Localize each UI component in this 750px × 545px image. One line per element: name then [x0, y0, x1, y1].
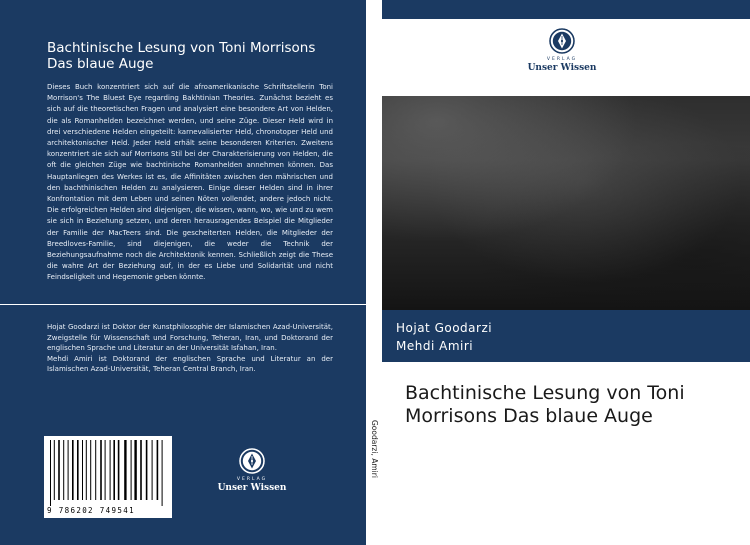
barcode-bars — [48, 440, 168, 506]
barcode-bar — [72, 440, 74, 500]
front-cover — [382, 0, 750, 545]
back-cover — [0, 0, 366, 545]
front-publisher-name: Unser Wissen — [527, 63, 597, 73]
barcode-bar — [58, 440, 60, 500]
barcode-bar — [118, 440, 120, 500]
barcode-bar — [152, 440, 153, 500]
barcode-bar — [113, 440, 115, 500]
barcode-bar — [162, 440, 163, 506]
barcode-bar — [63, 440, 64, 500]
front-publisher-logo — [514, 28, 610, 84]
barcode-bar — [54, 440, 55, 500]
back-title-line-1: Bachtinische Lesung von Toni Morrisons — [47, 40, 316, 56]
fountain-pen-nib-icon — [549, 28, 575, 54]
author-bio-amiri: Mehdi Amiri ist Doktorand der englischen Sprache und Literatur an der Islamischen Azad-Universität, Teheran Central Branch, Iran. — [47, 354, 333, 374]
back-cover-title — [47, 40, 347, 72]
barcode-bar — [157, 440, 159, 500]
barcode-bar — [50, 440, 51, 506]
back-cover-divider — [0, 304, 366, 305]
book-description-text: Dieses Buch konzentriert sich auf die afroamerikanische Schriftstellerin Toni Morrison's The Bluest Eye regarding Bakhtinian Theories. Zunächst bezieht es sich auf die theoretischen Fragen und analysiert eine besondere Art von Helden, die als Romanhelden bezeichnet werden, und seine Züge. Dieser Held wird in drei verschiedene Helden eingeteilt: karnevalisierter Held, chronotoper Held und architektonischer Held. Jeder Held erhält seine besonderen Kriterien. Zweitens konzentriert sie sich auf Morrisons Stil bei der Charakterisierung von Helden, die oft die gleichen Züge wie bachtinische Romanhelden annehmen können. Das Hauptanliegen des Werkes ist es, die Affinitäten zwischen den mährischen und den bachthinischen Helden zu analysieren. Einige dieser Helden sind in ihrer Konfrontation mit dem Leben und seinen Nöten vollendet, andere jedoch nicht. Die erfolgreichen Helden sind diejenigen, die wissen, wann, wo, wie und zu wem sie sich in Beziehung setzen, und deren herausragendes Beispiel die Mitglieder der Familie der MacTeers sind. Die gescheiterten Helden, die Mitglieder der Breedloves-Familie, sind diejenigen, die weder die Technik der Beziehungsaufnahme noch die Architektonik kennen. Schließlich zeigt die These die wahre Art der Beziehung auf, in der es Liebe und Solidarität und nicht Feindseligkeit und Hegemonie geben könnte. — [47, 83, 333, 282]
back-publisher-label: VERLAG — [236, 477, 268, 482]
front-publisher-label: VERLAG — [546, 57, 578, 62]
barcode-bar — [86, 440, 87, 500]
author-name-2: Mehdi Amiri — [396, 339, 474, 353]
barcode-bar — [68, 440, 69, 500]
fountain-pen-nib-icon — [239, 448, 265, 474]
barcode-bar — [95, 440, 96, 500]
barcode-bar — [131, 440, 132, 500]
barcode-bar — [105, 440, 106, 500]
front-title-line-2: Morrisons Das blaue Auge — [405, 405, 653, 427]
back-title-line-2: Das blaue Auge — [47, 56, 154, 72]
cover-photo-dark-clouds — [382, 96, 750, 310]
front-cover-title — [405, 382, 735, 428]
barcode-bar — [140, 440, 142, 500]
author-bar — [382, 310, 750, 362]
front-top-bar — [382, 0, 750, 19]
author-name-1: Hojat Goodarzi — [396, 321, 493, 335]
barcode-digits: 9 786202 749541 — [47, 506, 135, 515]
barcode-bar — [110, 440, 111, 500]
barcode-bar — [82, 440, 83, 500]
barcode-bar — [90, 440, 91, 500]
author-bio-goodarzi: Hojat Goodarzi ist Doktor der Kunstphilosophie der Islamischen Azad-Universität, Zweigstelle für Wissenschaft und Forschung, Teheran, Iran, und Doktorand der englischen Sprache und Literatur an der Universität Isfahan, Iran. — [47, 323, 333, 353]
author-biographies — [47, 322, 333, 375]
book-description — [47, 82, 333, 284]
barcode-bar — [124, 440, 126, 500]
isbn-barcode — [44, 436, 172, 518]
barcode-bar — [77, 440, 79, 500]
barcode-bar — [134, 440, 136, 500]
front-title-line-1: Bachtinische Lesung von Toni — [405, 382, 685, 404]
barcode-bar — [146, 440, 148, 500]
barcode-bar — [100, 440, 102, 500]
back-publisher-logo — [204, 448, 300, 502]
spine-authors: Goodarzi, Amiri — [370, 420, 379, 478]
back-publisher-name: Unser Wissen — [217, 483, 287, 493]
